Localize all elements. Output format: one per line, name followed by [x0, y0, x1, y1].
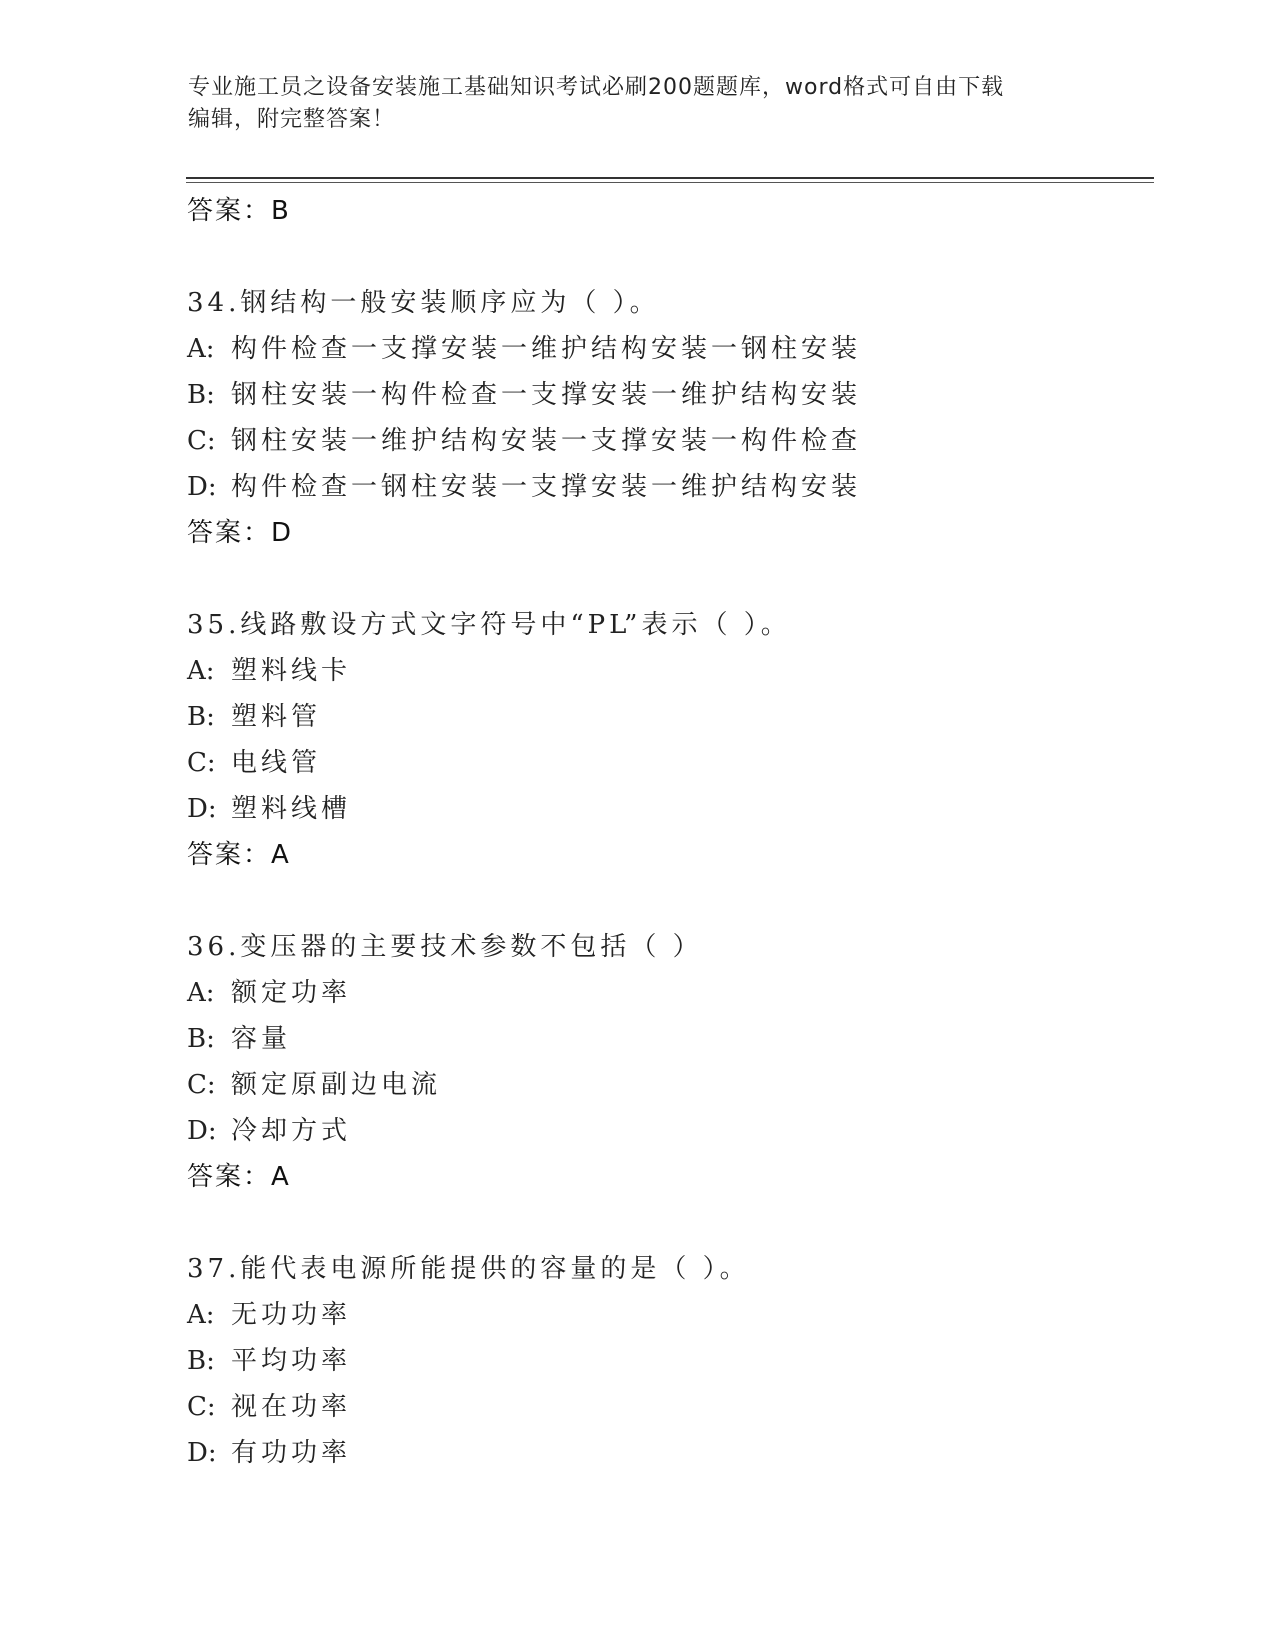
- option-b: [187, 1016, 1147, 1062]
- spacer: [187, 1200, 1147, 1246]
- option-text: 钢柱安装一构件检查一支撑安装一维护结构安装: [231, 380, 862, 410]
- option-d: [187, 1108, 1147, 1154]
- question-answer: 答案：A: [187, 840, 291, 870]
- option-c: [187, 418, 1147, 464]
- option-c: [187, 1062, 1147, 1108]
- question-stem: 36.变压器的主要技术参数不包括（ ）: [187, 932, 703, 962]
- option-a: [187, 1292, 1147, 1338]
- option-a: [187, 326, 1147, 372]
- option-a: [187, 648, 1147, 694]
- option-letter: B:: [187, 380, 215, 410]
- header-line-1: 专业施工员之设备安装施工基础知识考试必刷200题题库，word格式可自由下载: [188, 75, 1005, 100]
- question-stem: 35.线路敷设方式文字符号中“PL”表示（ ）。: [187, 610, 791, 640]
- option-text: 视在功率: [231, 1392, 352, 1422]
- question-35: [187, 602, 1147, 878]
- header-divider-thin: [186, 182, 1154, 183]
- option-letter: A:: [187, 1300, 215, 1330]
- option-text: 冷却方式: [231, 1116, 352, 1146]
- option-text: 容量: [231, 1024, 292, 1054]
- option-text: 额定功率: [231, 978, 352, 1008]
- question-34: [187, 280, 1147, 556]
- spacer: [187, 234, 1147, 280]
- question-answer: 答案：A: [187, 1162, 291, 1192]
- option-letter: D:: [187, 472, 217, 502]
- option-d: [187, 786, 1147, 832]
- option-letter: D:: [187, 1438, 217, 1468]
- option-letter: A:: [187, 334, 215, 364]
- option-text: 构件检查一钢柱安装一支撑安装一维护结构安装: [231, 472, 862, 502]
- spacer: [187, 556, 1147, 602]
- option-b: [187, 694, 1147, 740]
- question-stem: 37.能代表电源所能提供的容量的是（ ）。: [187, 1254, 750, 1284]
- option-letter: C:: [187, 1070, 216, 1100]
- option-text: 构件检查一支撑安装一维护结构安装一钢柱安装: [231, 334, 862, 364]
- option-text: 无功功率: [231, 1300, 352, 1330]
- option-letter: C:: [187, 748, 216, 778]
- option-text: 塑料线槽: [231, 794, 352, 824]
- option-letter: D:: [187, 794, 217, 824]
- option-b: [187, 372, 1147, 418]
- option-letter: A:: [187, 656, 215, 686]
- option-a: [187, 970, 1147, 1016]
- option-letter: B:: [187, 702, 215, 732]
- option-letter: B:: [187, 1346, 215, 1376]
- header-divider: [186, 177, 1154, 179]
- option-text: 塑料线卡: [231, 656, 352, 686]
- option-c: [187, 740, 1147, 786]
- question-answer: 答案：D: [187, 518, 294, 548]
- option-letter: D:: [187, 1116, 217, 1146]
- option-d: [187, 464, 1147, 510]
- option-c: [187, 1384, 1147, 1430]
- header-line-2: 编辑，附完整答案！: [188, 107, 396, 132]
- question-list: [187, 188, 1147, 1476]
- question-36: [187, 924, 1147, 1200]
- option-text: 电线管: [231, 748, 322, 778]
- option-d: [187, 1430, 1147, 1476]
- option-text: 额定原副边电流: [231, 1070, 442, 1100]
- question-stem: 34.钢结构一般安装顺序应为（ ）。: [187, 288, 660, 318]
- question-37: [187, 1246, 1147, 1476]
- option-text: 塑料管: [231, 702, 322, 732]
- option-text: 钢柱安装一维护结构安装一支撑安装一构件检查: [231, 426, 862, 456]
- page-header: [188, 72, 1068, 136]
- option-letter: C:: [187, 426, 216, 456]
- previous-answer: 答案：B: [187, 196, 291, 226]
- option-b: [187, 1338, 1147, 1384]
- spacer: [187, 878, 1147, 924]
- option-letter: B:: [187, 1024, 215, 1054]
- option-letter: C:: [187, 1392, 216, 1422]
- option-letter: A:: [187, 978, 215, 1008]
- option-text: 有功功率: [231, 1438, 352, 1468]
- option-text: 平均功率: [231, 1346, 352, 1376]
